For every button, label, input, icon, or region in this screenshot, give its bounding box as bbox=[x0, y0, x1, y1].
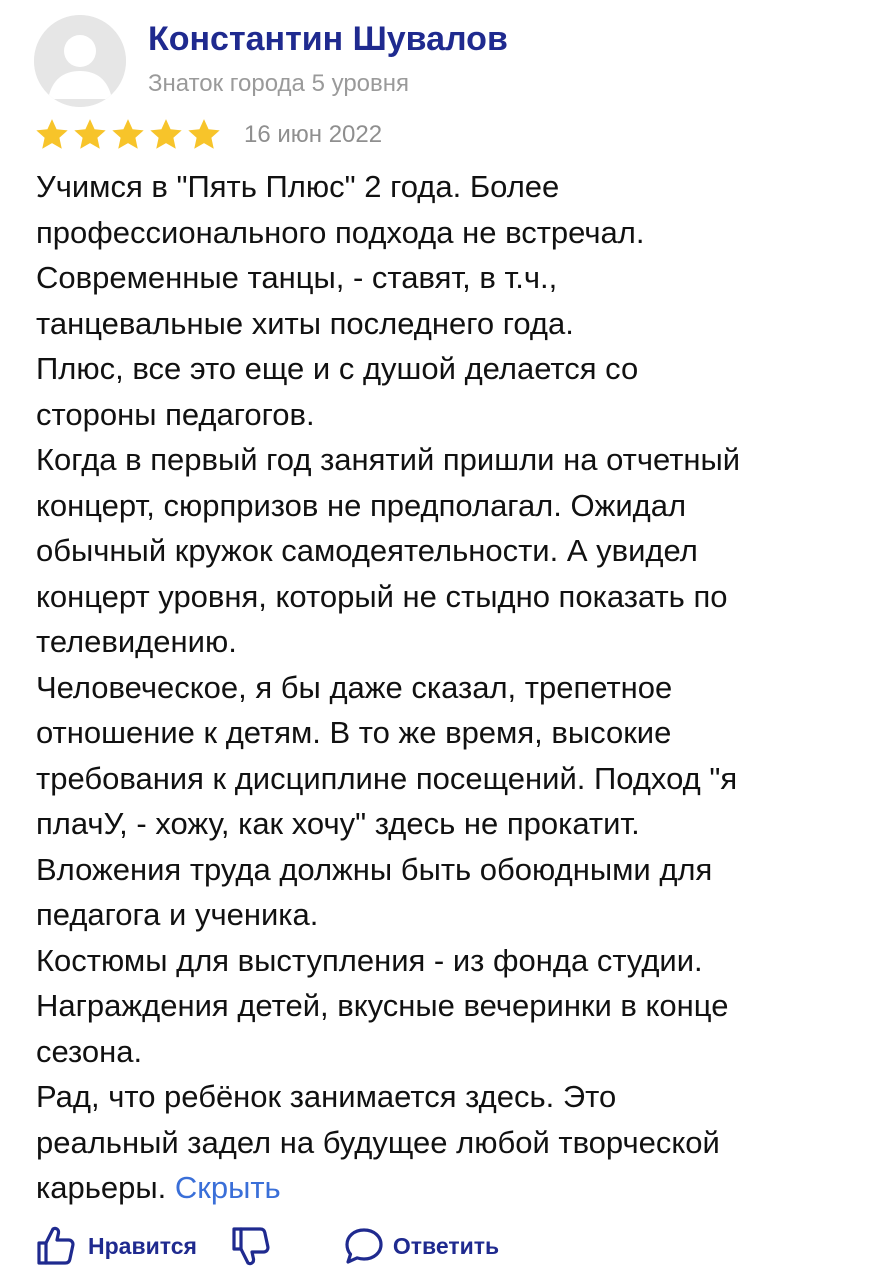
rating-row bbox=[34, 115, 382, 155]
avatar[interactable] bbox=[34, 15, 126, 107]
user-silhouette-icon bbox=[34, 15, 126, 107]
speech-bubble-icon bbox=[343, 1226, 385, 1266]
review-text-line: отношение к детям. В то же время, высокие bbox=[36, 715, 672, 750]
review-text-line: педагога и ученика. bbox=[36, 897, 319, 932]
review-text-last-line bbox=[36, 1165, 856, 1211]
review-text-line: Плюс, все это еще и с душой делается со bbox=[36, 351, 639, 386]
review-text-line: Учимся в "Пять Плюс" 2 года. Более bbox=[36, 169, 560, 204]
dislike-button[interactable] bbox=[229, 1224, 273, 1268]
review-text bbox=[36, 164, 856, 1211]
review-text-line: реальный задел на будущее любой творческой bbox=[36, 1124, 720, 1160]
star-icon bbox=[186, 118, 222, 152]
star-icon bbox=[34, 118, 70, 152]
reply-label: Ответить bbox=[392, 1232, 500, 1259]
star-icon bbox=[72, 118, 108, 152]
star-rating bbox=[34, 118, 222, 152]
review-text-line: Рад, что ребёнок занимается здесь. Это bbox=[36, 1079, 617, 1114]
like-button[interactable] bbox=[34, 1224, 197, 1268]
review-text-line: Человеческое, я бы даже сказал, трепетное bbox=[36, 669, 673, 705]
review-text-line: Современные танцы, - ставят, в т.ч., bbox=[36, 260, 558, 295]
thumbs-down-icon bbox=[229, 1224, 273, 1268]
author-name[interactable]: Константин Шувалов bbox=[148, 20, 508, 58]
review-text-line: Костюмы для выступления - из фонда студии. bbox=[36, 942, 703, 978]
review-date: 16 июн 2022 bbox=[244, 121, 383, 148]
review-text-line: Когда в первый год занятий пришли на отчетный bbox=[36, 442, 741, 477]
review-text-line: стороны педагогов. bbox=[36, 396, 315, 432]
review-text-line: Вложения труда должны быть обоюдными для bbox=[36, 851, 713, 887]
reply-button[interactable] bbox=[343, 1226, 499, 1266]
review-text-line: Награждения детей, вкусные вечеринки в конце bbox=[36, 988, 729, 1023]
review-text-line: телевидению. bbox=[36, 624, 237, 659]
review-text-line: концерт уровня, который не стыдно показать по bbox=[36, 578, 728, 614]
review-text-line: сезона. bbox=[36, 1033, 143, 1069]
review-text-line: танцевальные хиты последнего года. bbox=[36, 305, 574, 341]
review-text-line: концерт, сюрпризов не предполагал. Ожидал bbox=[36, 487, 687, 523]
review-actions bbox=[34, 1220, 499, 1272]
like-label: Нравится bbox=[88, 1232, 197, 1259]
review-text-line: карьеры. bbox=[36, 1170, 167, 1205]
thumbs-up-icon bbox=[34, 1224, 78, 1268]
star-icon bbox=[110, 118, 146, 152]
review-text-line: требования к дисциплине посещений. Подход "я bbox=[36, 760, 738, 796]
review-text-line: профессионального подхода не встречал. bbox=[36, 214, 645, 250]
hide-text-link[interactable]: Скрыть bbox=[174, 1170, 281, 1205]
review-text-line: плачУ, - хожу, как хочу" здесь не прокатит. bbox=[36, 806, 640, 841]
author-level: Знаток города 5 уровня bbox=[148, 70, 410, 97]
star-icon bbox=[148, 118, 184, 152]
review-text-line: обычный кружок самодеятельности. А увидел bbox=[36, 533, 698, 568]
